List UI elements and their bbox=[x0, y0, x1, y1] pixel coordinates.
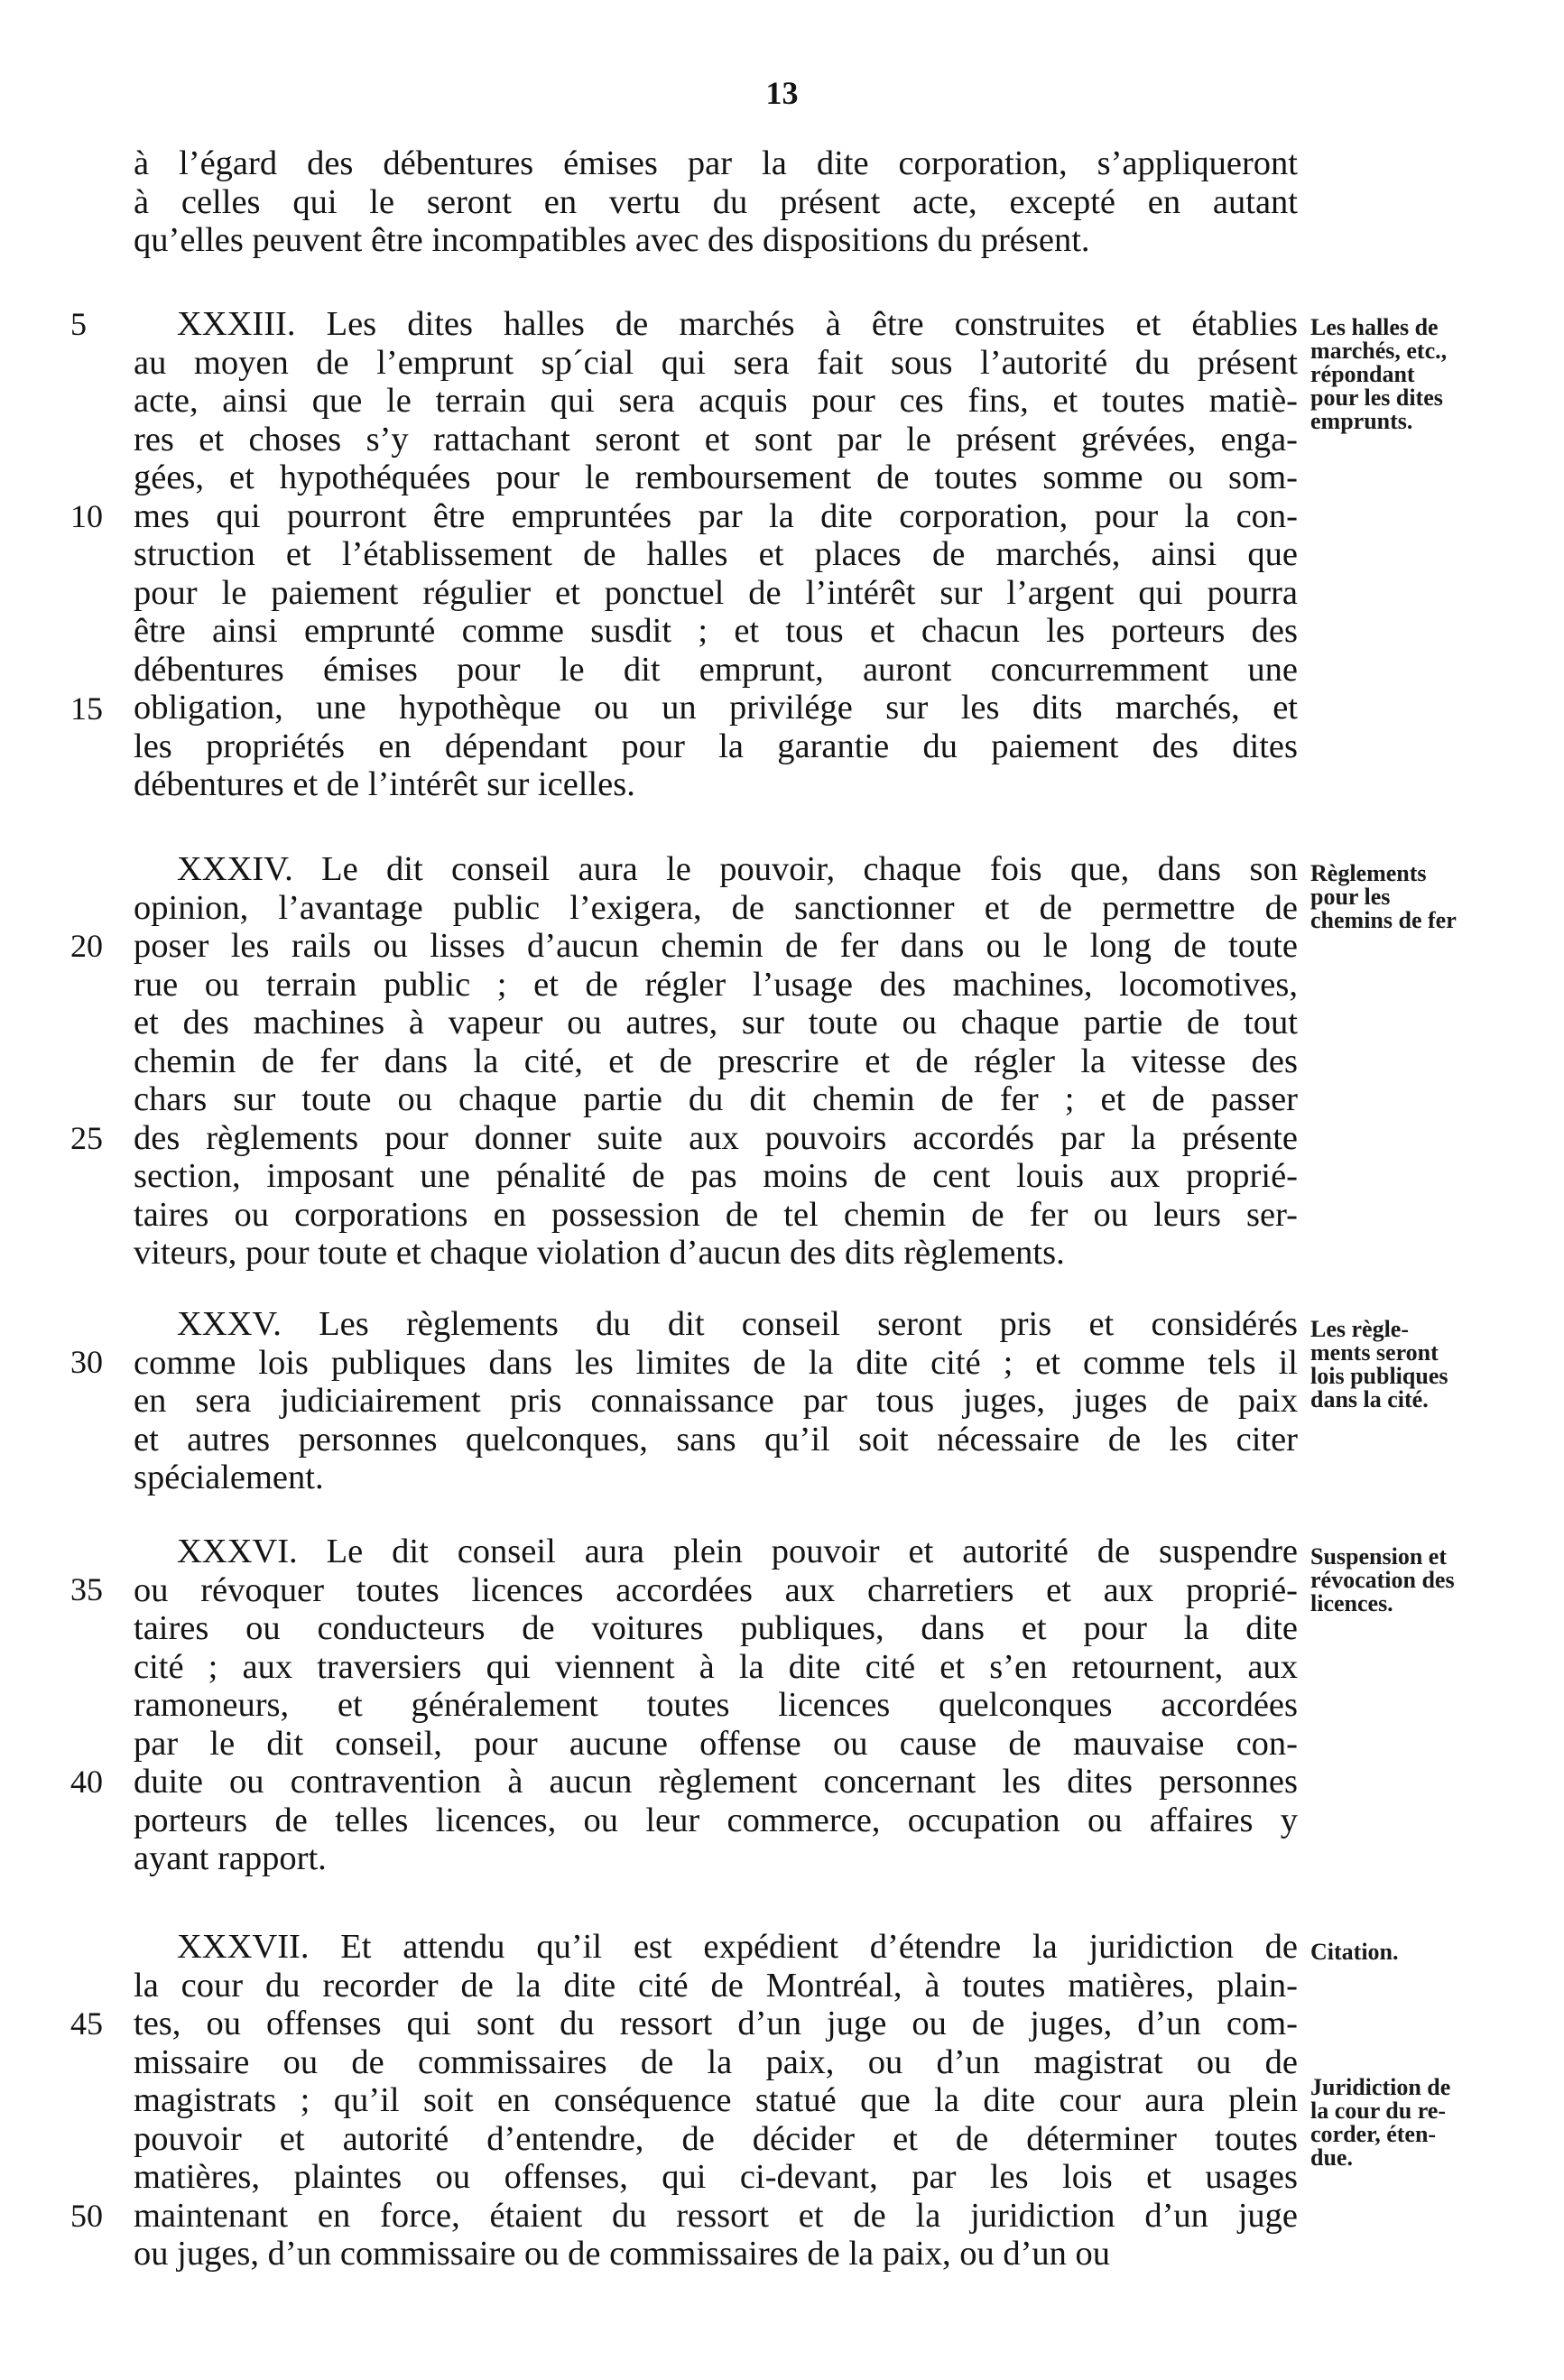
marginal-note-line: la cour du re- bbox=[1310, 2098, 1446, 2124]
text-line: pour le paiement régulier et ponctuel de l’intérêt sur l’argent qui pourra bbox=[134, 573, 1298, 612]
text-line: être ainsi emprunté comme susdit ; et tous et chacun les porteurs des bbox=[134, 612, 1298, 650]
marginal-note-line: Citation. bbox=[1310, 1939, 1399, 1965]
text-line: duite ou contravention à aucun règlement concernant les dites personnes bbox=[134, 1763, 1298, 1801]
text-line: des règlements pour donner suite aux pouvoirs accordés par la présente bbox=[134, 1118, 1298, 1157]
paragraph-intro bbox=[134, 144, 1298, 260]
section-xxxiii bbox=[134, 305, 1298, 804]
text-line: section, imposant une pénalité de pas moins de cent louis aux proprié- bbox=[134, 1157, 1298, 1195]
marginal-note-reglements-chemins bbox=[1310, 862, 1554, 932]
section-xxxvii bbox=[134, 1928, 1298, 2274]
text-line: ou juges, d’un commissaire ou de commissaires de la paix, ou d’un ou bbox=[134, 2235, 1111, 2273]
marginal-note-halles bbox=[1310, 316, 1554, 433]
text-line: taires ou corporations en possession de tel chemin de fer ou leurs ser- bbox=[134, 1195, 1298, 1234]
marginal-note-line: corder, éten- bbox=[1310, 2121, 1437, 2147]
text-line: chemin de fer dans la cité, et de prescrire et de régler la vitesse des bbox=[134, 1042, 1298, 1080]
line-number: 15 bbox=[70, 690, 103, 727]
text-line: mes qui pourront être empruntées par la dite corporation, pour la con- bbox=[134, 496, 1298, 535]
text-line: taires ou conducteurs de voitures publiques, dans et pour la dite bbox=[134, 1609, 1298, 1647]
text-line: en sera judiciairement pris connaissance par tous juges, juges de paix bbox=[134, 1382, 1298, 1420]
line-number: 20 bbox=[70, 928, 103, 964]
text-line: XXXV. Les règlements du dit conseil seront pris et considérés bbox=[177, 1305, 1298, 1343]
line-number: 30 bbox=[70, 1344, 103, 1380]
text-line: ayant rapport. bbox=[134, 1839, 327, 1877]
marginal-note-suspension bbox=[1310, 1545, 1554, 1616]
text-line: XXXVI. Le dit conseil aura plein pouvoir et autorité de suspendre bbox=[177, 1533, 1298, 1570]
line-number: 40 bbox=[70, 1764, 103, 1800]
text-line: gées, et hypothéquées pour le remboursement de toutes somme ou som- bbox=[134, 458, 1298, 496]
marginal-note-line: Les halles de bbox=[1310, 314, 1439, 340]
text-line: et des machines à vapeur ou autres, sur toute ou chaque partie de tout bbox=[134, 1004, 1298, 1042]
text-line: magistrats ; qu’il soit en conséquence statué que la dite cour aura plein bbox=[134, 2081, 1298, 2119]
line-number: 10 bbox=[70, 498, 103, 534]
marginal-note-juridiction bbox=[1310, 2076, 1554, 2170]
text-line: par le dit conseil, pour aucune offense ou cause de mauvaise con- bbox=[134, 1724, 1298, 1763]
marginal-note-line: Juridiction de bbox=[1310, 2074, 1451, 2100]
text-line: rue ou terrain public ; et de régler l’usage des machines, locomotives, bbox=[134, 965, 1298, 1004]
text-line: res et choses s’y rattachant seront et sont par le présent grévées, enga- bbox=[134, 420, 1298, 458]
text-line: à l’égard des débentures émises par la dite corporation, s’appliqueront bbox=[134, 144, 1298, 182]
marginal-note-line: marchés, etc., bbox=[1310, 338, 1448, 364]
text-line: ou révoquer toutes licences accordées aux charretiers et aux proprié- bbox=[134, 1570, 1298, 1609]
text-line: à celles qui le seront en vertu du présent acte, excepté en autant bbox=[134, 182, 1298, 221]
section-xxxvi bbox=[134, 1533, 1298, 1878]
text-line: struction et l’établissement de halles et places de marchés, ainsi que bbox=[134, 535, 1298, 573]
text-line: XXXIII. Les dites halles de marchés à être construites et établies bbox=[177, 305, 1298, 343]
text-line: qu’elles peuvent être incompatibles avec des dispositions du présent. bbox=[134, 221, 1090, 259]
text-line: acte, ainsi que le terrain qui sera acquis pour ces fins, et toutes matiè- bbox=[134, 382, 1298, 420]
marginal-note-line: répondant bbox=[1310, 361, 1415, 387]
marginal-note-citation bbox=[1310, 1940, 1554, 1964]
marginal-note-line: Suspension et bbox=[1310, 1543, 1447, 1570]
marginal-note-line: due. bbox=[1310, 2144, 1353, 2171]
text-line: poser les rails ou lisses d’aucun chemin de fer dans ou le long de toute bbox=[134, 927, 1298, 965]
text-line: opinion, l’avantage public l’exigera, de sanctionner et de permettre de bbox=[134, 888, 1298, 927]
text-line: cité ; aux traversiers qui viennent à la dite cité et s’en retournent, aux bbox=[134, 1647, 1298, 1686]
text-line: viteurs, pour toute et chaque violation d’aucun des dits règlements. bbox=[134, 1234, 1065, 1272]
text-line: comme lois publiques dans les limites de la dite cité ; et comme tels il bbox=[134, 1343, 1298, 1382]
text-line: matières, plaintes ou offenses, qui ci-devant, par les lois et usages bbox=[134, 2158, 1298, 2196]
line-number: 35 bbox=[70, 1571, 103, 1607]
line-number: 45 bbox=[70, 2005, 103, 2042]
marginal-note-line: licences. bbox=[1310, 1590, 1393, 1616]
marginal-note-line: emprunts. bbox=[1310, 408, 1413, 434]
text-line: les propriétés en dépendant pour la garantie du paiement des dites bbox=[134, 727, 1298, 765]
text-line: chars sur toute ou chaque partie du dit chemin de fer ; et de passer bbox=[134, 1080, 1298, 1118]
text-line: au moyen de l’emprunt sp´cial qui sera fait sous l’autorité du présent bbox=[134, 343, 1298, 382]
text-line: débentures émises pour le dit emprunt, auront concurremment une bbox=[134, 650, 1298, 689]
text-line: XXXVII. Et attendu qu’il est expédient d’étendre la juridiction de bbox=[177, 1928, 1298, 1966]
text-line: et autres personnes quelconques, sans qu’il soit nécessaire de les citer bbox=[134, 1420, 1298, 1459]
text-line: porteurs de telles licences, ou leur commerce, occupation ou affaires y bbox=[134, 1801, 1298, 1839]
section-xxxiv bbox=[134, 850, 1298, 1273]
text-line: maintenant en force, étaient du ressort et de la juridiction d’un juge bbox=[134, 2196, 1298, 2235]
marginal-note-line: révocation des bbox=[1310, 1567, 1455, 1593]
text-line: la cour du recorder de la dite cité de Montréal, à toutes matières, plain- bbox=[134, 1966, 1298, 2005]
marginal-note-line: dans la cité. bbox=[1310, 1386, 1429, 1412]
text-line: ramoneurs, et généralement toutes licences quelconques accordées bbox=[134, 1686, 1298, 1724]
line-number: 5 bbox=[70, 306, 87, 342]
text-line: XXXIV. Le dit conseil aura le pouvoir, chaque fois que, dans son bbox=[177, 850, 1298, 888]
marginal-note-line: Règlements bbox=[1310, 860, 1427, 886]
marginal-note-line: Les règle- bbox=[1310, 1316, 1410, 1342]
section-xxxv bbox=[134, 1305, 1298, 1497]
text-line: débentures et de l’intérêt sur icelles. bbox=[134, 765, 635, 803]
marginal-note-line: ments seront bbox=[1310, 1339, 1439, 1366]
marginal-note-line: pour les dites bbox=[1310, 384, 1443, 411]
marginal-note-line: pour les bbox=[1310, 884, 1391, 910]
text-line: pouvoir et autorité d’entendre, de décider et de déterminer toutes bbox=[134, 2119, 1298, 2158]
marginal-note-lois-publiques bbox=[1310, 1318, 1554, 1412]
page-number: 13 bbox=[765, 75, 799, 111]
text-line: spécialement. bbox=[134, 1459, 324, 1496]
line-number: 50 bbox=[70, 2198, 103, 2234]
text-line: missaire ou de commissaires de la paix, ou d’un magistrat ou de bbox=[134, 2042, 1298, 2081]
text-line: obligation, une hypothèque ou un privilége sur les dits marchés, et bbox=[134, 689, 1298, 727]
line-number: 25 bbox=[70, 1120, 103, 1156]
marginal-note-line: chemins de fer bbox=[1310, 907, 1457, 933]
marginal-note-line: lois publiques bbox=[1310, 1363, 1448, 1389]
text-line: tes, ou offenses qui sont du ressort d’un juge ou de juges, d’un com- bbox=[134, 2005, 1298, 2042]
